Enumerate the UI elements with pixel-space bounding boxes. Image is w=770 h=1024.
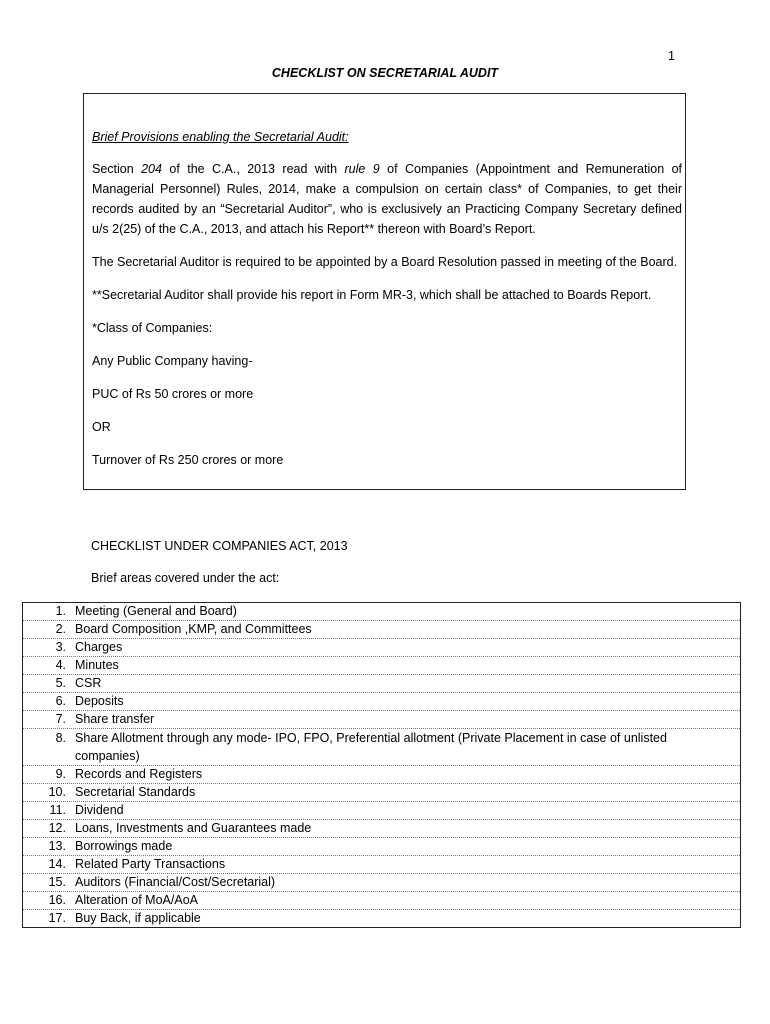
list-item-number: 15. (48, 875, 66, 889)
list-item-number: 16. (48, 893, 66, 907)
areas-list (22, 602, 741, 928)
list-item (23, 729, 740, 766)
list-item-text: Meeting (General and Board) (75, 604, 237, 618)
list-item (23, 910, 740, 927)
list-item-text: Board Composition ,KMP, and Committees (75, 622, 312, 636)
areas-heading: Brief areas covered under the act: (91, 571, 280, 585)
list-item-text: Auditors (Financial/Cost/Secretarial) (75, 875, 276, 889)
list-item (23, 856, 740, 874)
public-company-line: Any Public Company having- (92, 354, 253, 368)
section-text-2: of the C.A., 2013 read with (161, 162, 345, 176)
list-item-text: Share Allotment through any mode- IPO, FPO, Preferential allotment (Private Placement in case of unlisted companies) (75, 731, 667, 763)
list-item-text: Secretarial Standards (75, 785, 196, 799)
list-item-text: Alteration of MoA/AoA (75, 893, 198, 907)
list-item-number: 12. (48, 821, 66, 835)
section-number: 204 (141, 162, 162, 176)
or-line: OR (92, 420, 111, 434)
list-item-text: Loans, Investments and Guarantees made (75, 821, 312, 835)
list-item (23, 675, 740, 693)
list-item (23, 802, 740, 820)
list-item-number: 11. (49, 803, 66, 817)
rule-reference: rule 9 (344, 162, 380, 176)
list-item-text: Buy Back, if applicable (75, 911, 201, 925)
list-item-number: 5. (55, 676, 66, 690)
list-item-number: 4. (55, 658, 66, 672)
list-item-text: Related Party Transactions (75, 857, 226, 871)
list-item (23, 874, 740, 892)
list-item (23, 892, 740, 910)
provisions-content (92, 127, 682, 483)
class-label: *Class of Companies: (92, 321, 213, 335)
provisions-heading: Brief Provisions enabling the Secretarial Audit: (92, 130, 349, 144)
list-item-text: Borrowings made (75, 839, 173, 853)
list-item-text: Charges (75, 640, 123, 654)
list-item (23, 603, 740, 621)
list-item (23, 820, 740, 838)
section-paragraph (92, 159, 682, 239)
list-item (23, 657, 740, 675)
list-item (23, 711, 740, 729)
list-item-number: 8. (55, 731, 66, 745)
list-item-text: Dividend (75, 803, 124, 817)
section-text-1: Section (92, 162, 142, 176)
puc-line: PUC of Rs 50 crores or more (92, 387, 254, 401)
list-item-number: 17. (48, 911, 66, 925)
report-paragraph: **Secretarial Auditor shall provide his report in Form MR-3, which shall be attached to Boards Report. (92, 288, 652, 302)
page-number: 1 (668, 49, 675, 63)
list-item-number: 14. (48, 857, 66, 871)
act-heading: CHECKLIST UNDER COMPANIES ACT, 2013 (91, 539, 348, 553)
list-item (23, 639, 740, 657)
list-item-number: 9. (55, 767, 66, 781)
list-item (23, 838, 740, 856)
list-item-number: 2. (55, 622, 66, 636)
list-item-number: 3. (55, 640, 66, 654)
list-item-text: CSR (75, 676, 102, 690)
list-item (23, 693, 740, 711)
list-item-text: Minutes (75, 658, 119, 672)
list-item-text: Records and Registers (75, 767, 203, 781)
document-title: CHECKLIST ON SECRETARIAL AUDIT (271, 66, 499, 80)
list-item (23, 621, 740, 639)
list-item-number: 13. (48, 839, 66, 853)
list-item-number: 10. (48, 785, 66, 799)
turnover-line: Turnover of Rs 250 crores or more (92, 453, 284, 467)
provisions-box (83, 93, 686, 490)
list-item-text: Deposits (75, 694, 124, 708)
section-text-3: of Companies (Appointment and Remuneration of Managerial Personnel) Rules, 2014, make a compulsion on certain class* of Companies, to get their records audited by an “Secretarial Auditor”, who is exclusively an Practicing Company Secretary defined u/s 2(25) of the C.A., 2013, and attach his Report** thereon with Board’s Report. (92, 162, 682, 236)
list-item-number: 7. (55, 712, 66, 726)
list-item-text: Share transfer (75, 712, 155, 726)
list-item (23, 784, 740, 802)
list-item-number: 1. (55, 604, 66, 618)
list-item-number: 6. (55, 694, 66, 708)
list-item (23, 766, 740, 784)
appointment-paragraph: The Secretarial Auditor is required to be appointed by a Board Resolution passed in meeting of the Board. (92, 255, 678, 269)
